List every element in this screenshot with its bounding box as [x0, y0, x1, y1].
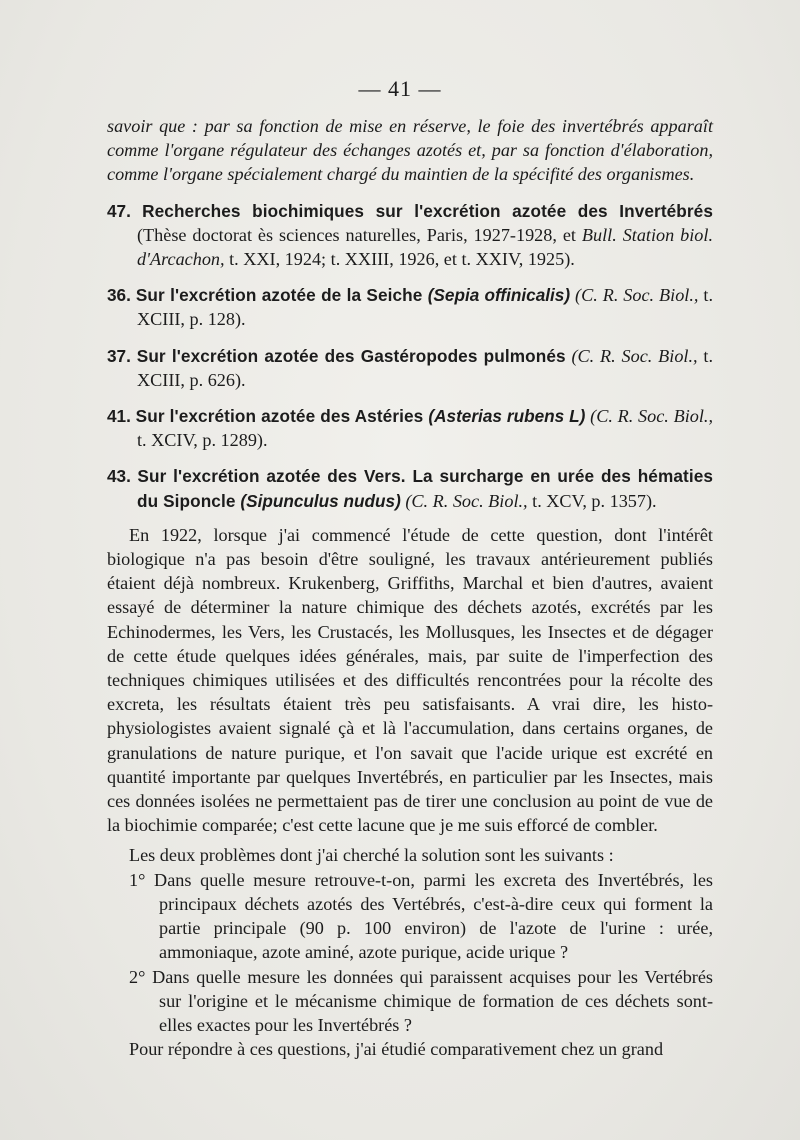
page-content — [107, 114, 713, 1061]
entry-number: 36. — [107, 285, 131, 306]
publication-entry-47 — [107, 199, 713, 272]
intro-paragraph: savoir que : par sa fonction de mise en réserve, le foie des invertébrés apparaît comme l'organe régulateur des échanges azotés et, par sa fonction d'élaboration, comme l'organe spécialement chargé du maintien de la spécifité des organismes. — [107, 116, 713, 185]
entry-title: Sur l'excrétion azotée des Astéries — [135, 406, 429, 427]
publication-entry-43 — [107, 464, 713, 512]
publication-entry-36 — [107, 283, 713, 331]
entry-journal: (C. R. Soc. Biol., — [570, 285, 699, 306]
entry-journal: (C. R. Soc. Biol., — [585, 406, 714, 427]
entry-journal: (C. R. Soc. Biol., — [400, 490, 528, 511]
body-paragraph-3: Pour répondre à ces questions, j'ai étudié comparativement chez un grand — [129, 1039, 664, 1060]
entry-number: 47. — [107, 200, 131, 221]
entry-number: 37. — [107, 345, 131, 366]
entry-volume: t. XCIII, p. 128). — [137, 285, 713, 330]
body-paragraph-2: Les deux problèmes dont j'ai cherché la solution sont les suivants : — [129, 845, 614, 866]
publication-entry-37 — [107, 344, 713, 392]
entry-title: Sur l'excrétion azotée des Gastéropodes pulmonés — [136, 345, 566, 366]
entry-species: (Sepia offinicalis) — [427, 285, 571, 306]
entry-volume: t. XXI, 1924; t. XXIII, 1926, et t. XXIV, 1925). — [224, 249, 575, 270]
publication-entry-41 — [107, 404, 713, 452]
entry-journal: (C. R. Soc. Biol., — [565, 345, 698, 366]
entry-species: (Asterias rubens L) — [428, 406, 586, 427]
body-paragraph-1: En 1922, lorsque j'ai commencé l'étude de cette question, dont l'intérêt biologique n'a pas besoin d'être souligné, les travaux antérieurement publiés étaient déjà nombreux. Krukenberg, Griffiths, Marchal et bien d'autres, avaient essayé de déterminer la nature chimique des déchets azotés, excrétés par les Echinodermes, les Vers, les Crustacés, les Mollusques, les Insectes et de dégager de cette étude quelques idées générales, mais, par suite de l'imperfection des techniques chimiques utilisées et des difficultés rencontrées pour la récolte des excreta, les résultats étaient très peu satisfaisants. A vrai dire, les histo-physiologistes avaient signalé çà et là l'accumulation, dans certains organes, de granulations de nature purique, et l'on savait que l'acide urique est excrété en quantité importante par quelques Invertébrés, en particulier par les Insectes, mais ces données isolées ne permettaient pas de tirer une conclusion au point de vue de la biochimie comparée; c'est cette lacune que je me suis efforcé de combler. — [107, 524, 713, 836]
entry-title: Sur l'excrétion azotée de la Seiche — [135, 285, 428, 306]
entry-journal: Bull. Station biol. d'Arcachon, — [137, 224, 713, 270]
entry-species: (Sipunculus nudus) — [240, 490, 401, 511]
entry-volume: t. XCIV, p. 1289). — [137, 430, 268, 451]
entry-detail: (Thèse doctorat ès sciences naturelles, Paris, 1927-1928, et — [137, 224, 582, 245]
entry-title: Recherches biochimiques sur l'excrétion azotée des Invertébrés — [142, 200, 714, 221]
entry-volume: t. XCIII, p. 626). — [137, 345, 714, 390]
entry-title: Sur l'excrétion azotée des Vers. La surcharge en urée des hématies du Siponcle — [137, 466, 714, 511]
page-number: — 41 — — [358, 76, 442, 101]
entry-number: 43. — [107, 466, 131, 487]
entry-volume: t. XCV, p. 1357). — [527, 490, 657, 511]
entry-number: 41. — [107, 406, 131, 427]
list-item-2: 2° Dans quelle mesure les données qui paraissent acquises pour les Vertébrés sur l'origine et le mécanisme chimique de formation de ces déchets sont-elles exactes pour les Invertébrés ? — [129, 966, 713, 1035]
list-item-1: 1° Dans quelle mesure retrouve-t-on, parmi les excreta des Invertébrés, les principaux déchets azotés des Vertébrés, c'est-à-dire ceux qui forment la partie principale (90 p. 100 environ) de l'azote de l'urine : urée, ammoniaque, azote aminé, azote purique, acide urique ? — [129, 869, 713, 963]
